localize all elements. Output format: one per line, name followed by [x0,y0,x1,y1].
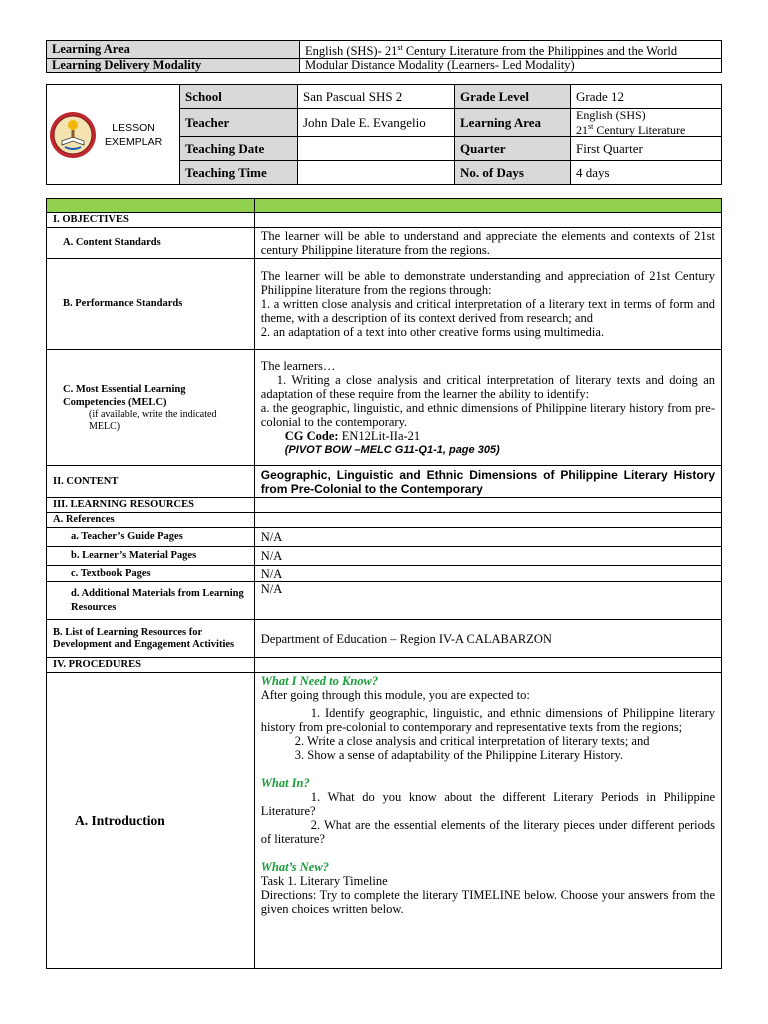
performance-standards-label: B. Performance Standards [47,259,255,350]
learners-material-value: N/A [254,547,721,566]
teaching-time-label: Teaching Time [180,161,298,185]
learning-area-label: Learning Area [47,41,300,59]
content-standards-label: A. Content Standards [47,228,255,259]
school-value: San Pascual SHS 2 [298,85,455,109]
learning-area-header-value: English (SHS) 21st Century Literature [571,109,722,137]
teachers-guide-label: a. Teacher’s Guide Pages [47,528,255,547]
what-i-need-to-know-heading: What I Need to Know? [260,674,379,688]
learning-area-header-label: Learning Area [455,109,571,137]
melc-text: The learners… 1. Writing a close analysis and critical interpretation of literary texts and doing an adaptation of these require from the learner the ability to identify: a. the geographic, linguistic, and ethnic dimensions of Philippine literary history from pre-colonial to the contemporary. CG Code: EN12Lit-IIa-21 (PIVOT BOW –MELC G11-Q1-1, page 305) [254,350,721,466]
no-of-days-label: No. of Days [455,161,571,185]
info-table [46,40,722,73]
introduction-label: A. Introduction [47,673,255,969]
quarter-label: Quarter [455,137,571,161]
content-title: Geographic, Linguistic and Ethnic Dimensions of Philippine Literary History from Pre-Colonial to the Contemporary [254,466,721,498]
learning-area-value: English (SHS)- 21st Century Literature from the Philippines and the World [300,41,722,59]
content-standards-text: The learner will be able to understand and appreciate the elements and contexts of 21st century Philippine literature from the regions. [254,228,721,259]
melc-note: (if available, write the indicated MELC) [89,408,217,432]
references-label: A. References [47,513,255,528]
melc-label: C. Most Essential Learning Competencies (MELC) (if available, write the indicated MELC) [47,350,255,466]
modality-label: Learning Delivery Modality [47,59,300,73]
list-of-resources-value: Department of Education – Region IV-A CALABARZON [254,620,721,658]
teaching-time-value [298,161,455,185]
teaching-date-label: Teaching Date [180,137,298,161]
lesson-main-table [46,198,722,969]
quarter-value: First Quarter [571,137,722,161]
textbook-pages-value: N/A [254,566,721,582]
objectives-label: I. OBJECTIVES [47,213,255,228]
logo-cell [47,85,180,185]
no-of-days-value: 4 days [571,161,722,185]
teaching-date-value [298,137,455,161]
deped-seal-icon [49,111,97,159]
additional-materials-value: N/A [254,582,721,620]
whats-new-heading: What’s New? [260,860,329,874]
list-of-resources-label: B. List of Learning Resources for Development and Engagement Activities [47,620,255,658]
teachers-guide-value: N/A [254,528,721,547]
performance-standards-text: The learner will be able to demonstrate understanding and appreciation of 21st Century Philippine literature from the regions through: 1. a written close analysis and critical interpretation of a literary text in terms of form and theme, with a description of its context derived from research; and 2. an adaptation of a text into other creative forms using multimedia. [254,259,721,350]
teacher-value: John Dale E. Evangelio [298,109,455,137]
teacher-label: Teacher [180,109,298,137]
grade-level-value: Grade 12 [571,85,722,109]
textbook-pages-label: c. Textbook Pages [47,566,255,582]
additional-materials-label: d. Additional Materials from Learning Resources [47,582,255,620]
learning-resources-label: III. LEARNING RESOURCES [47,498,255,513]
content-label: II. CONTENT [47,466,255,498]
green-header-row [47,199,722,213]
procedures-label: IV. PROCEDURES [47,658,255,673]
modality-value: Modular Distance Modality (Learners- Led Modality) [300,59,722,73]
introduction-content: What I Need to Know? After going through this module, you are expected to: 1. Identify geographic, linguistic, and ethnic dimensions of Philippine literary history from pre-colonial to contemporary and representative texts from the regions; 2. Write a close analysis and critical interpretation of literary texts; and 3. Show a sense of adaptability of the Philippine Literary History. What In? 1. What do you know about the different Literary Periods in Philippine Literature? 2. What are the essential elements of the literary pieces under different periods of literature? What’s New? Task 1. Literary Timeline Directions: Try to complete the literary TIMELINE below. Choose your answers from the given choices written below. [254,673,721,969]
grade-level-label: Grade Level [455,85,571,109]
lesson-header-table [46,84,722,185]
school-label: School [180,85,298,109]
learners-material-label: b. Learner’s Material Pages [47,547,255,566]
lesson-exemplar-title: LESSON EXEMPLAR [105,121,163,148]
what-in-heading: What In? [260,776,310,790]
pivot-reference: (PIVOT BOW –MELC G11-Q1-1, page 305) [284,443,500,456]
